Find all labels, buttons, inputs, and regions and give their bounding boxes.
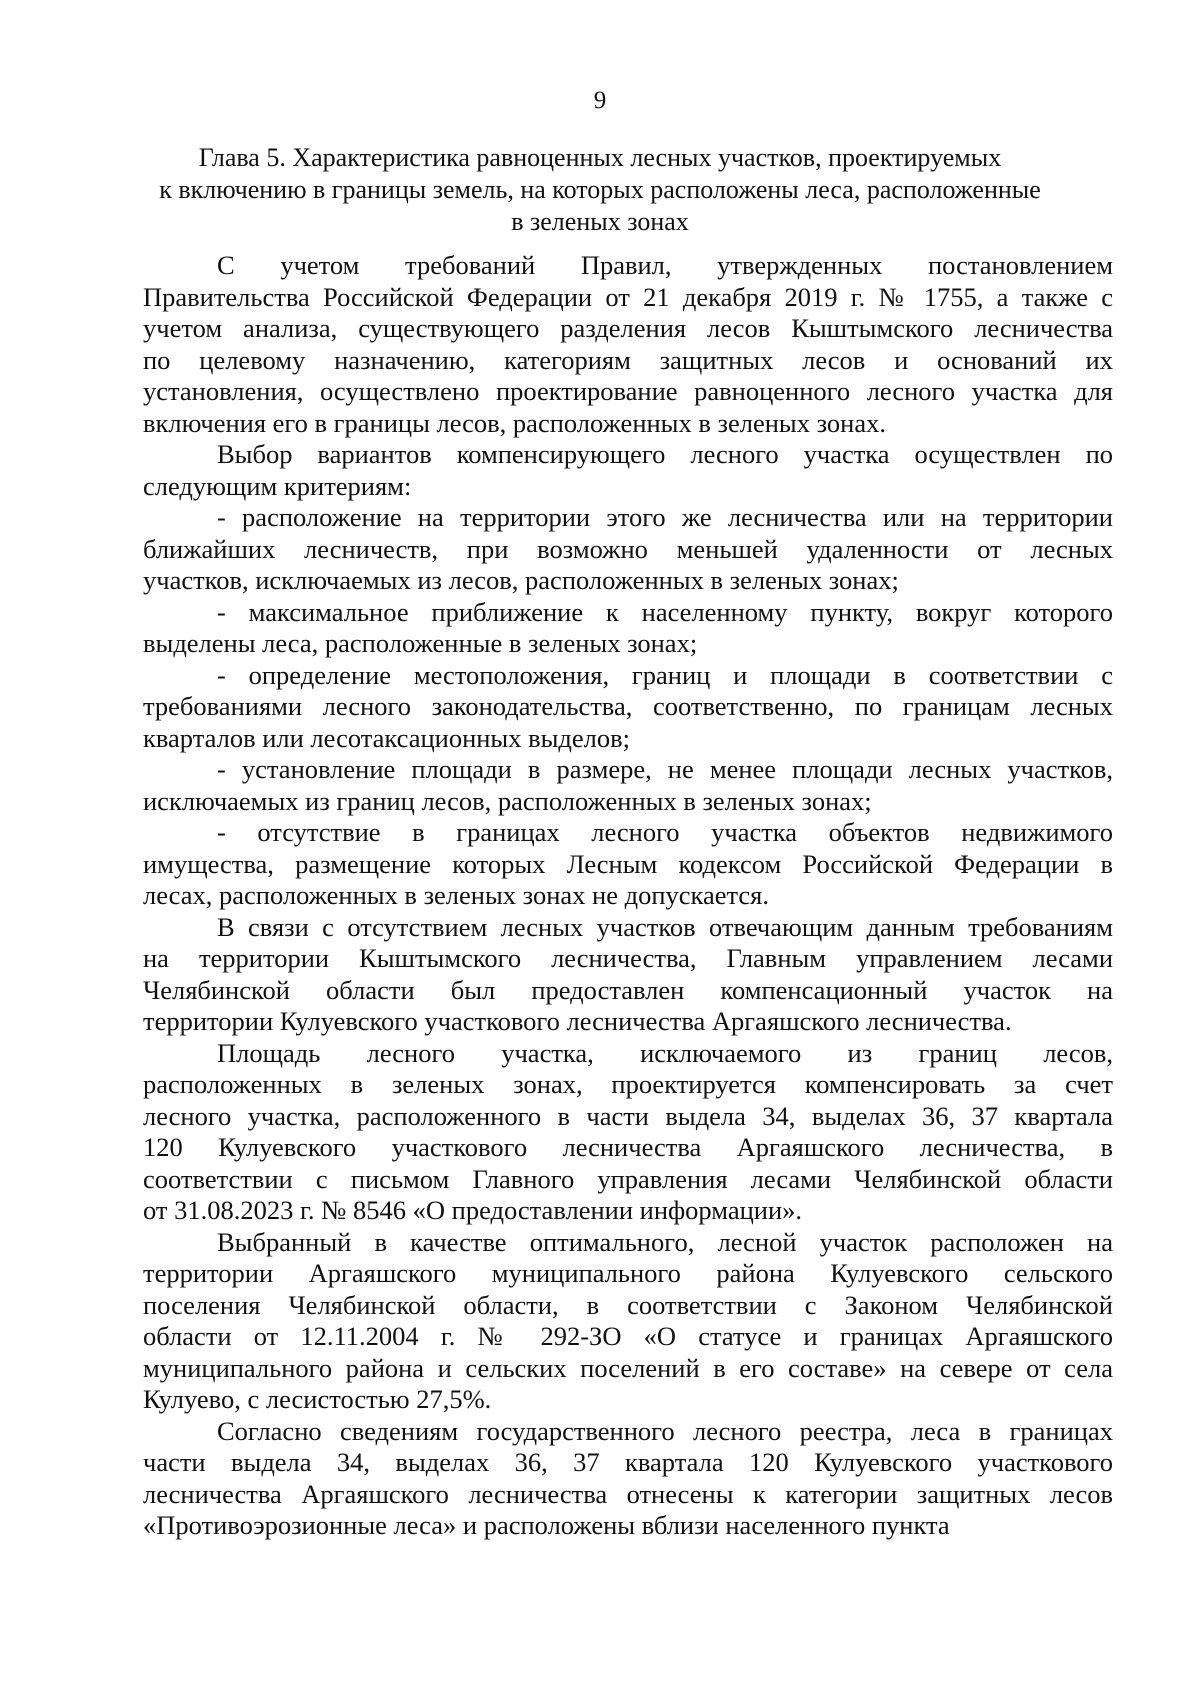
chapter-title-line: к включению в границы земель, на которых расположены леса, расположенные	[159, 175, 1041, 204]
paragraph-line: расположенных в зеленых зонах, проектируется компенсировать за счет	[143, 1069, 1113, 1099]
paragraph-line: - установление площади в размере, не менее площади лесных участков,	[217, 754, 1113, 784]
paragraph-line: требованиями лесного законодательства, соответственно, по границам лесных	[143, 691, 1113, 721]
paragraph-line: Кулуево, с лесистостью 27,5%.	[143, 1384, 492, 1414]
paragraph-line: Согласно сведениям государственного лесного реестра, леса в границах	[217, 1415, 1113, 1446]
paragraph-line: территории Аргаяшского муниципального района Кулуевского сельского	[143, 1258, 1113, 1288]
paragraph-line: лесничества Аргаяшского лесничества отнесены к категории защитных лесов	[143, 1478, 1113, 1509]
paragraph-line: установления, осуществлено проектирование равноценного лесного участка для	[143, 376, 1113, 406]
paragraph-line: кварталов или лесотаксационных выделов;	[143, 722, 631, 753]
paragraph-line: выделены леса, расположенные в зеленых зонах;	[143, 628, 698, 658]
paragraph-line: Челябинской области был предоставлен компенсационный участок на	[143, 974, 1113, 1005]
paragraph-line: ближайших лесничеств, при возможно меньшей удаленности от лесных	[143, 533, 1113, 564]
paragraph-line: муниципального района и сельских поселений в его составе» на севере от села	[143, 1352, 1113, 1383]
paragraph-line: В связи с отсутствием лесных участков отвечающим данным требованиям	[217, 911, 1113, 942]
paragraph-line: на территории Кыштымского лесничества, Главным управлением лесами	[143, 943, 1113, 973]
paragraph-line: Правительства Российской Федерации от 21 декабря 2019 г. № 1755, а также с	[143, 281, 1113, 312]
paragraph-line: Выбор вариантов компенсирующего лесного участка осуществлен по	[217, 439, 1113, 469]
paragraph-line: соответствии с письмом Главного управления лесами Челябинской области	[143, 1163, 1113, 1194]
paragraph-line: включения его в границы лесов, расположенных в зеленых зонах.	[143, 407, 886, 438]
paragraph-line: по целевому назначению, категориям защитных лесов и оснований их	[143, 344, 1113, 375]
paragraph	[143, 439, 1113, 502]
paragraph-line: от 31.08.2023 г. № 8546 «О предоставлении информации».	[143, 1195, 803, 1225]
paragraph-line: области от 12.11.2004 г. № 292-ЗО «О статусе и границах Аргаяшского	[143, 1321, 1113, 1351]
paragraph-line: - максимальное приближение к населенному пункту, вокруг которого	[217, 596, 1113, 627]
paragraph-line: 120 Кулуевского участкового лесничества Аргаяшского лесничества, в	[143, 1132, 1113, 1162]
paragraph	[143, 597, 1113, 660]
paragraph-line: лесного участка, расположенного в части выдела 34, выделах 36, 37 квартала	[143, 1100, 1113, 1131]
paragraph-line: - расположение на территории этого же лесничества или на территории	[217, 502, 1113, 532]
paragraph-line: участков, исключаемых из лесов, расположенных в зеленых зонах;	[143, 565, 899, 595]
paragraph-line: - отсутствие в границах лесного участка объектов недвижимого	[217, 817, 1113, 847]
paragraph	[143, 502, 1113, 597]
paragraph-line: части выдела 34, выделах 36, 37 квартала 120 Кулуевского участкового	[143, 1447, 1113, 1477]
paragraph-line: территории Кулуевского участкового лесничества Аргаяшского лесничества.	[143, 1006, 1012, 1036]
paragraph	[143, 1227, 1113, 1416]
paragraph-line: лесах, расположенных в зеленых зонах не допускается.	[143, 880, 769, 910]
paragraph-line: следующим критериям:	[143, 470, 412, 501]
paragraph	[143, 1416, 1113, 1542]
paragraph-line: Площадь лесного участка, исключаемого из границ лесов,	[217, 1037, 1113, 1068]
paragraph-line: имущества, размещение которых Лесным кодексом Российской Федерации в	[143, 848, 1113, 879]
paragraph-line: - определение местоположения, границ и площади в соответствии с	[217, 659, 1113, 690]
paragraph-line: поселения Челябинской области, в соответствии с Законом Челябинской	[143, 1289, 1113, 1320]
paragraph-line: «Противоэрозионные леса» и расположены вблизи населенного пункта	[143, 1510, 950, 1540]
paragraph	[143, 754, 1113, 817]
chapter-title	[130, 142, 1070, 238]
chapter-title-line: в зеленых зонах	[511, 207, 689, 236]
paragraph	[143, 250, 1113, 439]
paragraph	[143, 817, 1113, 912]
chapter-title-line: Глава 5. Характеристика равноценных лесных участков, проектируемых	[198, 143, 1002, 172]
paragraph	[143, 1038, 1113, 1227]
paragraph	[143, 660, 1113, 755]
paragraph-line: исключаемых из границ лесов, расположенных в зеленых зонах;	[143, 785, 872, 816]
page-number: 9	[593, 87, 607, 114]
body-text	[143, 250, 1113, 1542]
paragraph-line: Выбранный в качестве оптимального, лесной участок расположен на	[217, 1226, 1113, 1257]
paragraph-line: С учетом требований Правил, утвержденных постановлением	[217, 250, 1113, 280]
paragraph-line: учетом анализа, существующего разделения лесов Кыштымского лесничества	[143, 313, 1113, 343]
paragraph	[143, 912, 1113, 1038]
